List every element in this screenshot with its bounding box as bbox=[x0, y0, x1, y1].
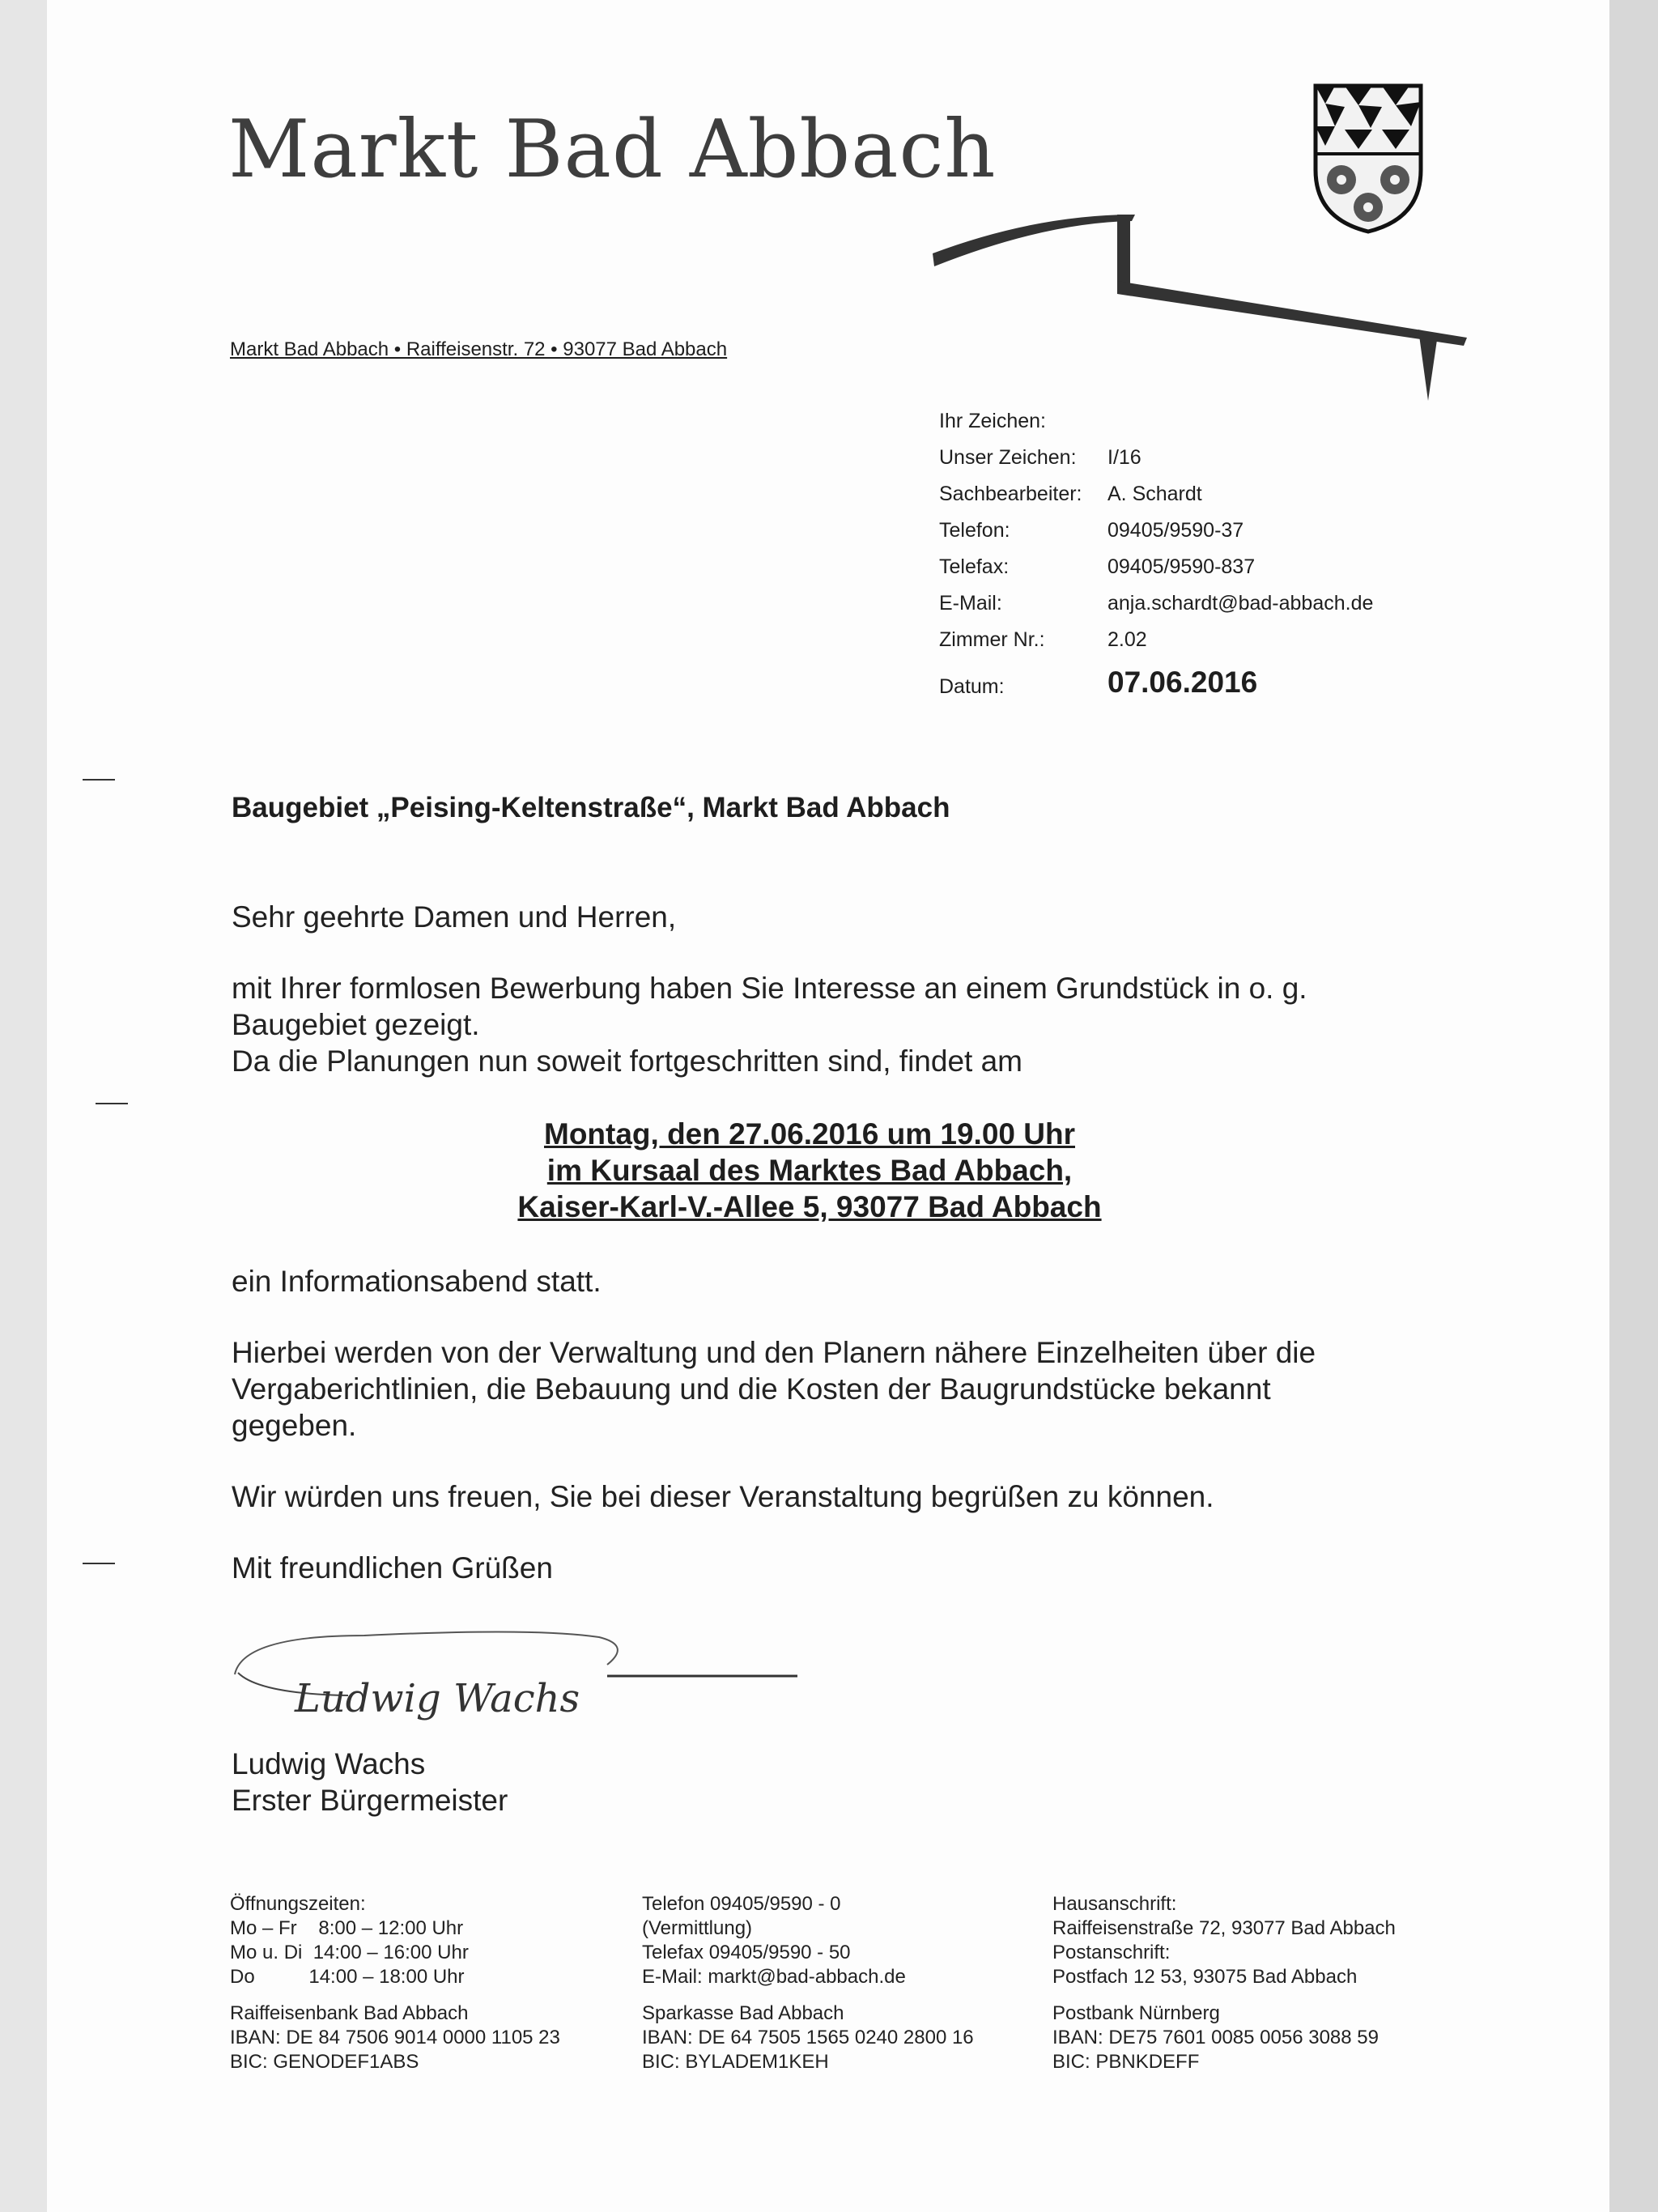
closing: Mit freundlichen Grüßen bbox=[232, 1551, 553, 1585]
body-line: Baugebiet gezeigt. bbox=[232, 1008, 480, 1041]
signatory-name: Ludwig Wachs bbox=[232, 1747, 426, 1780]
ref-value-telefon: 09405/9590-37 bbox=[1107, 519, 1244, 542]
ref-value-sachbearbeiter: A. Schardt bbox=[1107, 483, 1202, 505]
body-line: gegeben. bbox=[232, 1409, 357, 1442]
footer-line: Telefax 09405/9590 - 50 bbox=[642, 1942, 851, 1963]
footer-line: Raiffeisenbank Bad Abbach bbox=[230, 2002, 469, 2024]
ref-value-email: anja.schardt@bad-abbach.de bbox=[1107, 592, 1374, 615]
fold-mark bbox=[83, 1563, 115, 1564]
footer-line: Mo – Fr 8:00 – 12:00 Uhr bbox=[230, 1917, 464, 1939]
letter-subject: Baugebiet „Peising-Keltenstraße“, Markt Bad Abbach bbox=[232, 792, 950, 823]
fold-mark bbox=[83, 779, 115, 781]
signature-text: Ludwig Wachs bbox=[295, 1676, 580, 1721]
footer-line: Raiffeisenstraße 72, 93077 Bad Abbach bbox=[1052, 1917, 1396, 1939]
signatory-title: Erster Bürgermeister bbox=[232, 1784, 508, 1817]
footer-line: IBAN: DE 64 7505 1565 0240 2800 16 bbox=[642, 2027, 974, 2048]
body-line: Da die Planungen nun soweit fortgeschritten sind, findet am bbox=[232, 1044, 1022, 1078]
letterhead-title: Markt Bad Abbach bbox=[228, 104, 997, 196]
event-venue: im Kursaal des Marktes Bad Abbach, bbox=[546, 1154, 1073, 1187]
footer-line: Postanschrift: bbox=[1052, 1942, 1171, 1963]
ref-label-unser-zeichen: Unser Zeichen: bbox=[939, 446, 1077, 469]
footer-address bbox=[1052, 1892, 1396, 1989]
body-line: Hierbei werden von der Verwaltung und den Planern nähere Einzelheiten über die bbox=[232, 1336, 1316, 1369]
sender-address-line: Markt Bad Abbach • Raiffeisenstr. 72 • 93077 Bad Abbach bbox=[230, 338, 728, 360]
footer-line: Hausanschrift: bbox=[1052, 1893, 1177, 1915]
ref-value-datum: 07.06.2016 bbox=[1107, 666, 1258, 699]
salutation: Sehr geehrte Damen und Herren, bbox=[232, 900, 677, 934]
footer-line: IBAN: DE75 7601 0085 0056 3088 59 bbox=[1052, 2027, 1379, 2048]
body-line: Wir würden uns freuen, Sie bei dieser Veranstaltung begrüßen zu können. bbox=[232, 1480, 1214, 1513]
footer-line: Öffnungszeiten: bbox=[230, 1893, 366, 1915]
footer-opening-hours bbox=[230, 1892, 469, 1989]
footer-bank-sparkasse bbox=[642, 2001, 974, 2074]
ref-value-telefax: 09405/9590-837 bbox=[1107, 555, 1256, 578]
footer-line: Do 14:00 – 18:00 Uhr bbox=[230, 1966, 465, 1988]
footer-line: BIC: PBNKDEFF bbox=[1052, 2051, 1200, 2073]
signature-image bbox=[227, 1619, 810, 1757]
footer-line: Telefon 09405/9590 - 0 bbox=[642, 1893, 841, 1915]
footer-line: Postfach 12 53, 93075 Bad Abbach bbox=[1052, 1966, 1358, 1988]
ref-value-zimmer: 2.02 bbox=[1107, 628, 1147, 651]
footer-line: Mo u. Di 14:00 – 16:00 Uhr bbox=[230, 1942, 469, 1963]
ref-label-telefon: Telefon: bbox=[939, 519, 1010, 542]
footer-line: IBAN: DE 84 7506 9014 0000 1105 23 bbox=[230, 2027, 560, 2048]
footer-bank-raiffeisen bbox=[230, 2001, 560, 2074]
ref-label-datum: Datum: bbox=[939, 675, 1005, 698]
footer-line: Sparkasse Bad Abbach bbox=[642, 2002, 844, 2024]
ref-label-ihr-zeichen: Ihr Zeichen: bbox=[939, 410, 1047, 432]
footer-line: BIC: BYLADEM1KEH bbox=[642, 2051, 829, 2073]
footer-line: BIC: GENODEF1ABS bbox=[230, 2051, 419, 2073]
footer-contact bbox=[642, 1892, 906, 1989]
body-line: mit Ihrer formlosen Bewerbung haben Sie Interesse an einem Grundstück in o. g. bbox=[232, 972, 1307, 1005]
footer-line: E-Mail: markt@bad-abbach.de bbox=[642, 1966, 906, 1988]
ref-label-zimmer: Zimmer Nr.: bbox=[939, 628, 1045, 651]
ref-label-telefax: Telefax: bbox=[939, 555, 1010, 578]
event-address: Kaiser-Karl-V.-Allee 5, 93077 Bad Abbach bbox=[517, 1190, 1102, 1223]
viewer-left-margin bbox=[0, 0, 47, 2212]
fold-mark bbox=[96, 1103, 128, 1104]
footer-line: Postbank Nürnberg bbox=[1052, 2002, 1220, 2024]
ref-label-email: E-Mail: bbox=[939, 592, 1002, 615]
body-line: Vergaberichtlinien, die Bebauung und die Kosten der Baugrundstücke bekannt bbox=[232, 1372, 1271, 1406]
ref-value-unser-zeichen: I/16 bbox=[1107, 446, 1141, 469]
footer-line: (Vermittlung) bbox=[642, 1917, 753, 1939]
event-date-time: Montag, den 27.06.2016 um 19.00 Uhr bbox=[544, 1117, 1075, 1151]
viewer-scrollbar-track[interactable] bbox=[1609, 0, 1658, 2212]
footer-bank-postbank bbox=[1052, 2001, 1379, 2074]
body-line: ein Informationsabend statt. bbox=[232, 1265, 602, 1298]
ref-label-sachbearbeiter: Sachbearbeiter: bbox=[939, 483, 1082, 505]
letterhead-swoosh-graphic bbox=[923, 206, 1473, 401]
